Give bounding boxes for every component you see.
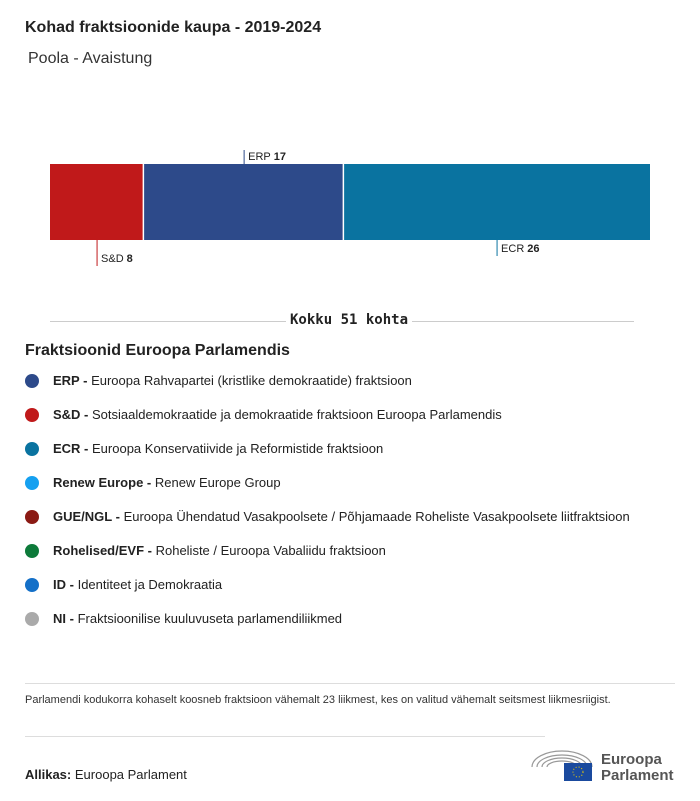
bar-segment-ecr [344,164,650,240]
bar-label-value: 26 [527,243,540,255]
legend-dot-icon [25,510,39,524]
legend-name: Renew Europe Group [154,475,281,490]
bar-label-value: 8 [126,253,133,265]
bar-label [101,253,133,265]
legend-item [25,576,645,594]
legend-item [25,542,645,560]
logo-text [601,752,674,784]
bar-label-category: ECR [501,243,525,255]
divider [25,683,675,684]
bar-label-category: ERP [248,151,271,163]
legend-dot-icon [25,578,39,592]
source-label: Allikas: [25,767,72,782]
stacked-bar-chart [0,140,700,270]
legend-item [25,440,645,458]
chart-subtitle: Poola - Avaistung [28,50,153,67]
legend-item [25,372,645,390]
legend-dot-icon [25,544,39,558]
source [25,767,187,782]
legend-item [25,474,645,492]
legend-name: Fraktsioonilise kuuluvuseta parlamendiliikmed [77,611,343,626]
legend-dot-icon [25,374,39,388]
legend-dot-icon [25,476,39,490]
logo-text-line2: Parlament [601,767,674,784]
legend-name: Identiteet ja Demokraatia [77,577,223,592]
legend-name: Roheliste / Euroopa Vabaliidu fraktsioon [155,543,386,558]
legend-item [25,406,645,424]
bar-label [248,151,286,163]
legend-abbr: Renew Europe - [53,475,152,490]
legend-abbr: ECR - [53,441,89,456]
legend-name: Euroopa Rahvapartei (kristlike demokraatide) fraktsioon [91,373,412,388]
legend-item [25,610,645,628]
legend-abbr: Rohelised/EVF - [53,543,152,558]
source-value: Euroopa Parlament [74,767,187,782]
divider [25,736,545,737]
footnote: Parlamendi kodukorra kohaselt koosneb fraktsioon vähemalt 23 liikmest, kes on valitud vähemalt seitsmest liikmesriigist. [25,694,611,706]
legend-name: Euroopa Konservatiivide ja Reformistide fraktsioon [92,441,384,456]
bar-label [501,243,539,255]
bar-segment-erp [144,164,343,240]
logo-text-line1: Euroopa [601,751,662,768]
legend-abbr: S&D - [53,407,89,422]
chart-title: Kohad fraktsioonide kaupa - 2019-2024 [25,19,322,36]
legend-dot-icon [25,612,39,626]
legend [25,372,645,644]
legend-abbr: ID - [53,577,74,592]
legend-abbr: GUE/NGL - [53,509,120,524]
legend-title: Fraktsioonid Euroopa Parlamendis [25,342,290,359]
bar-label-value: 17 [273,151,286,163]
legend-dot-icon [25,408,39,422]
european-parliament-logo [530,745,596,785]
legend-name: Euroopa Ühendatud Vasakpoolsete / Põhjamaade Roheliste Vasakpoolsete liitfraktsioon [123,509,630,524]
total-label: Kokku 51 kohta [286,312,412,328]
divider-left [50,321,286,322]
legend-abbr: NI - [53,611,74,626]
legend-abbr: ERP - [53,373,88,388]
total-seats [50,312,634,332]
divider-right [410,321,634,322]
legend-dot-icon [25,442,39,456]
legend-item [25,508,645,526]
legend-name: Sotsiaaldemokraatide ja demokraatide fraktsioon Euroopa Parlamendis [92,407,502,422]
bar-segment-sd [50,164,143,240]
bar-label-category: S&D [101,253,124,265]
